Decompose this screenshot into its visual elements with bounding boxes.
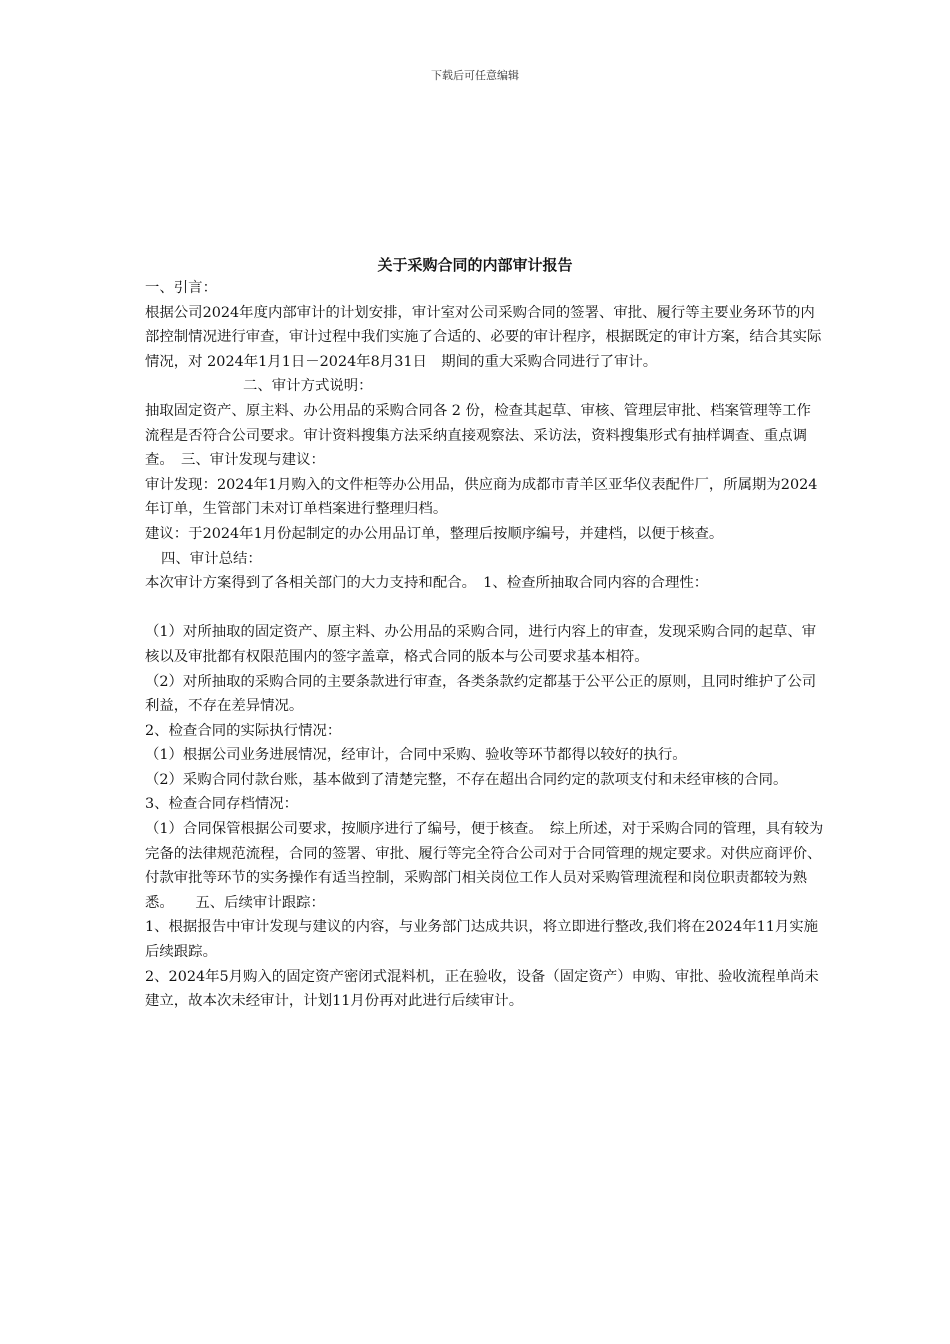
section-heading-method: 二、审计方式说明： (243, 378, 373, 395)
header-note: 下载后可任意编辑 (431, 69, 519, 82)
paragraph-intro: 根据公司2024年度内部审计的计划安排，审计室对公司采购合同的签署、审批、履行等主要业务环节的内部控制情况进行审查，审计过程中我们实施了合适的、必要的审计程序，根据既定的审计方案，结合其实际情况，对 2024年1月1日－2024年8月31日 期间的重大采购合同进行了审计。 (145, 304, 822, 370)
paragraph-check-2-2: （2）采购合同付款台账，基本做到了清楚完整，不存在超出合同约定的款项支付和未经审核的合同。 (145, 771, 788, 788)
paragraph-check-3-1: （1）合同保管根据公司要求，按顺序进行了编号，便于核查。 综上所述，对于采购合同的管理，具有较为完备的法律规范流程，合同的签署、审批、履行等完全符合公司对于合同管理的规定要求。对供应商评价、付款审批等环节的实务操作有适当控制，采购部门相关岗位工作人员对采购管理流程和岗位职责都较为熟悉。 五、后续审计跟踪： (145, 821, 824, 911)
subheading-check-2: 2、检查合同的实际执行情况： (145, 722, 342, 739)
paragraph-finding: 审计发现：2024年1月购入的文件柜等办公用品，供应商为成都市青羊区亚华仪表配件厂，所属期为2024年订单，生管部门未对订单档案进行整理归档。 (145, 476, 818, 518)
paragraph-followup-1: 1、根据报告中审计发现与建议的内容，与业务部门达成共识，将立即进行整改,我们将在2024年11月实施后续跟踪。 (145, 919, 819, 961)
paragraph-check-1-1: （1）对所抽取的固定资产、原主料、办公用品的采购合同，进行内容上的审查，发现采购合同的起草、审核以及审批都有权限范围内的签字盖章，格式合同的版本与公司要求基本相符。 (145, 624, 817, 665)
paragraph-method: 抽取固定资产、原主料、办公用品的采购合同各 2 份，检查其起草、审核、管理层审批、档案管理等工作流程是否符合公司要求。审计资料搜集方法采纳直接观察法、采访法，资料搜集形式有抽样调查、重点调查。 三、审计发现与建议： (145, 402, 811, 469)
section-heading-intro: 一、引言： (145, 280, 217, 296)
paragraph-summary: 本次审计方案得到了各相关部门的大力支持和配合。 1、检查所抽取合同内容的合理性： (145, 575, 709, 592)
document-body (145, 276, 825, 1014)
document-title: 关于采购合同的内部审计报告 (377, 256, 573, 274)
blank-line (145, 596, 825, 621)
paragraph-check-1-2: （2）对所抽取的采购合同的主要条款进行审查，各类条款约定都基于公平公正的原则，且同时维护了公司利益，不存在差异情况。 (145, 673, 817, 715)
subheading-check-3: 3、检查合同存档情况： (145, 796, 299, 813)
paragraph-followup-2: 2、2024年5月购入的固定资产密闭式混料机，正在验收，设备（固定资产）申购、审批、验收流程单尚未建立，故本次未经审计，计划11月份再对此进行后续审计。 (145, 968, 819, 1010)
section-heading-summary: 四、审计总结： (161, 550, 262, 567)
paragraph-suggestion: 建议：于2024年1月份起制定的办公用品订单，整理后按顺序编号，并建档，以便于核查。 (145, 525, 724, 542)
paragraph-check-2-1: （1）根据公司业务进展情况，经审计，合同中采购、验收等环节都得以较好的执行。 (145, 747, 687, 764)
